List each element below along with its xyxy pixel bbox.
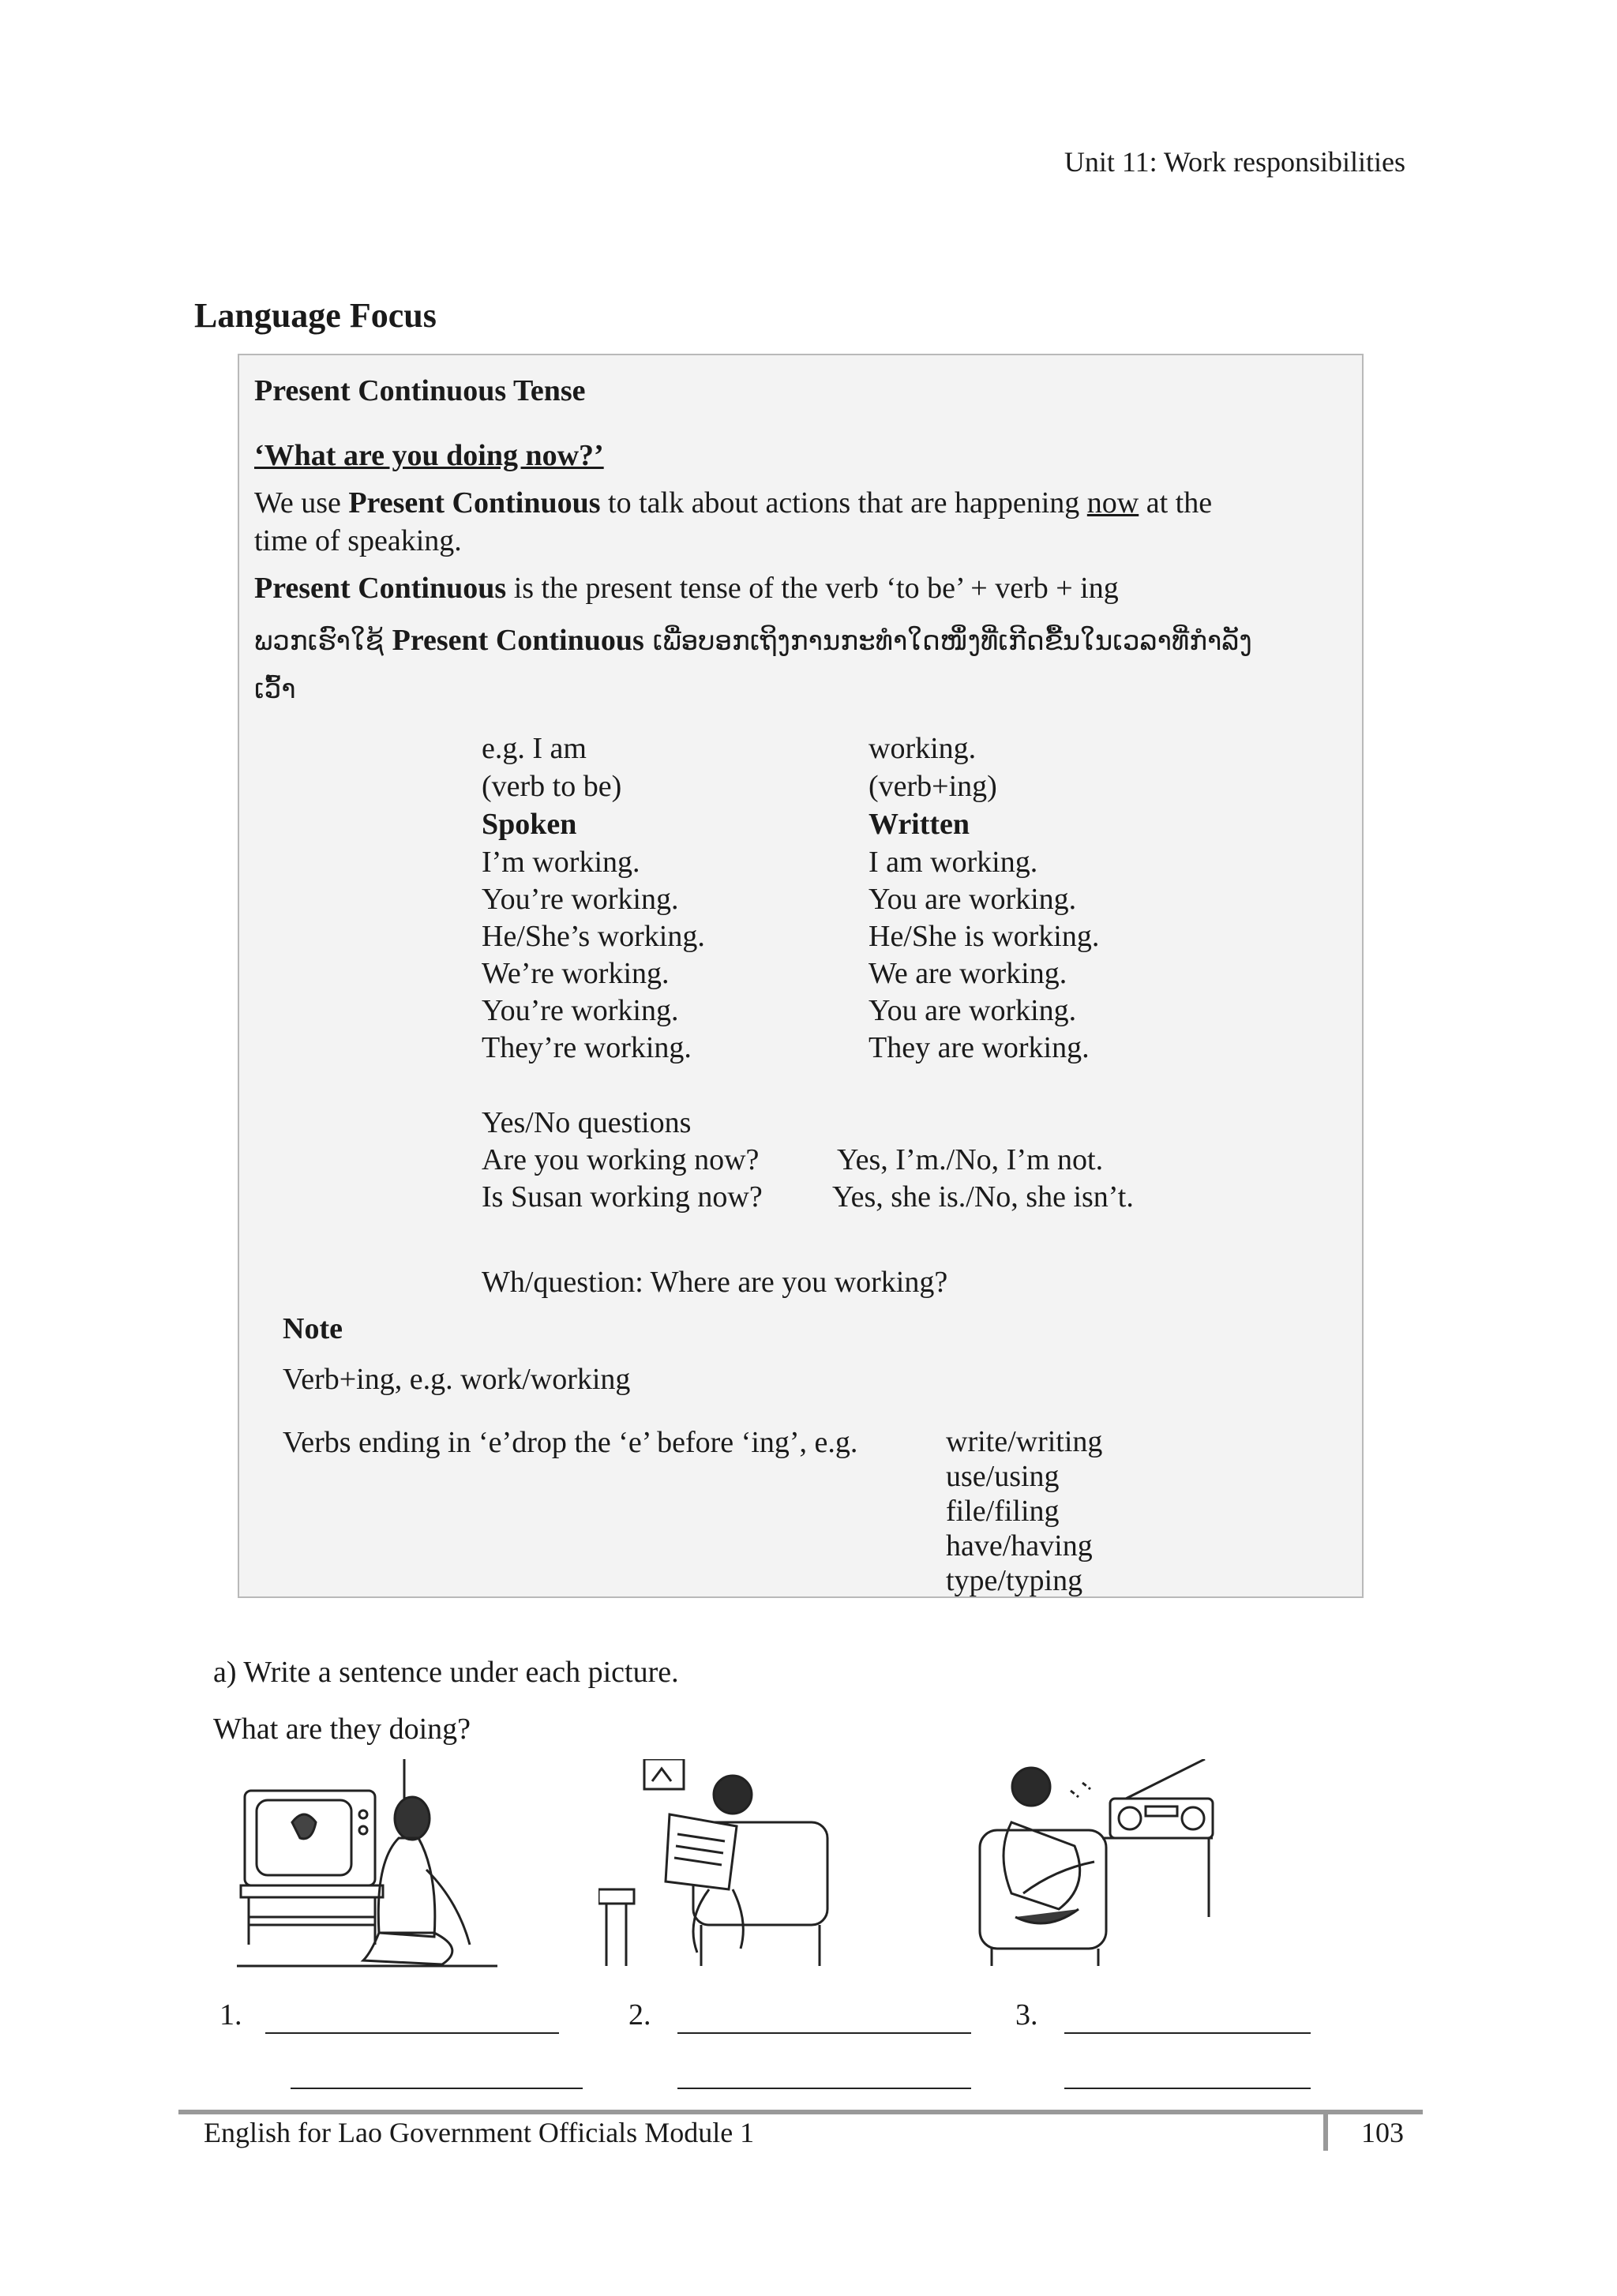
form-text: is the present tense of the verb ‘to be’ + verb + ing bbox=[506, 572, 1119, 605]
footer-title: English for Lao Government Officials Module 1 bbox=[204, 2117, 755, 2148]
lao-text-1: ພວກເຮົາໃຊ້ bbox=[254, 625, 392, 657]
example-left-note: (verb to be) bbox=[482, 770, 622, 803]
answer-number-1: 1. bbox=[219, 1998, 242, 2032]
wh-question: Wh/question: Where are you working? bbox=[482, 1266, 948, 1299]
page-number: 103 bbox=[1361, 2117, 1404, 2148]
written-heading: Written bbox=[869, 808, 970, 841]
form-term: Present Continuous bbox=[254, 572, 507, 605]
answer-number-3: 3. bbox=[1015, 1998, 1038, 2032]
yes-no-answer-2: Yes, she is./No, she isn’t. bbox=[832, 1180, 1134, 1214]
note-heading: Note bbox=[283, 1312, 343, 1345]
usage-text-3: at the bbox=[1139, 486, 1213, 520]
answer-line-2a[interactable] bbox=[677, 2032, 971, 2034]
note-example: type/typing bbox=[946, 1564, 1083, 1597]
example-right: working. bbox=[869, 732, 977, 765]
note-example: file/filing bbox=[946, 1495, 1060, 1528]
exercise-question: What are they doing? bbox=[213, 1713, 471, 1746]
yes-no-question-2: Is Susan working now? bbox=[482, 1180, 763, 1214]
yes-no-question-1: Are you working now? bbox=[482, 1143, 760, 1176]
written-item: You are working. bbox=[869, 994, 1077, 1027]
box-title: Present Continuous Tense bbox=[254, 374, 586, 407]
usage-term: Present Continuous bbox=[348, 486, 601, 520]
spoken-item: We’re working. bbox=[482, 957, 670, 990]
spoken-item: I’m working. bbox=[482, 846, 640, 879]
usage-paragraph bbox=[254, 485, 1212, 521]
footer-divider bbox=[1323, 2110, 1328, 2151]
written-item: He/She is working. bbox=[869, 920, 1100, 953]
usage-line2: time of speaking. bbox=[254, 524, 462, 557]
box-question: ‘What are you doing now?’ bbox=[254, 439, 604, 472]
answer-line-3b[interactable] bbox=[1064, 2088, 1311, 2089]
example-right-note: (verb+ing) bbox=[869, 770, 997, 803]
yes-no-heading: Yes/No questions bbox=[482, 1106, 692, 1139]
example-left: e.g. I am bbox=[482, 732, 587, 765]
written-item: I am working. bbox=[869, 846, 1038, 879]
note-line-1: Verb+ing, e.g. work/working bbox=[283, 1363, 631, 1396]
spoken-item: They’re working. bbox=[482, 1031, 692, 1064]
spoken-item: He/She’s working. bbox=[482, 920, 705, 953]
answer-number-2: 2. bbox=[628, 1998, 651, 2032]
written-item: They are working. bbox=[869, 1031, 1090, 1064]
footer-rule bbox=[178, 2110, 1423, 2114]
running-header: Unit 11: Work responsibilities bbox=[1064, 146, 1405, 178]
lao-paragraph bbox=[254, 622, 1252, 659]
answer-line-3a[interactable] bbox=[1064, 2032, 1311, 2034]
note-example: write/writing bbox=[946, 1425, 1103, 1458]
tv-watching-illustration bbox=[237, 1759, 505, 1972]
note-example: use/using bbox=[946, 1460, 1060, 1493]
usage-now: now bbox=[1086, 486, 1139, 520]
lao-line2: ເວົ້າ bbox=[254, 673, 296, 705]
answer-line-1a[interactable] bbox=[265, 2032, 559, 2034]
section-title: Language Focus bbox=[194, 296, 437, 335]
answer-line-1b[interactable] bbox=[291, 2088, 583, 2089]
usage-text-2: to talk about actions that are happening bbox=[600, 486, 1087, 520]
note-example: have/having bbox=[946, 1529, 1093, 1563]
yes-no-answer-1: Yes, I’m./No, I’m not. bbox=[837, 1143, 1104, 1176]
lao-term: Present Continuous bbox=[392, 624, 644, 657]
newspaper-reading-illustration bbox=[598, 1759, 851, 1972]
exercise-instruction: a) Write a sentence under each picture. bbox=[213, 1656, 679, 1689]
written-item: We are working. bbox=[869, 957, 1067, 990]
written-item: You are working. bbox=[869, 883, 1077, 916]
radio-listening-illustration bbox=[968, 1759, 1221, 1972]
spoken-item: You’re working. bbox=[482, 994, 679, 1027]
lao-text-2: ເພື່ອບອກເຖິງການກະທຳໃດໜຶ່ງທີ່ເກີດຂື້ນໃນເວລາທີ່ກຳລັງ bbox=[643, 625, 1252, 657]
form-paragraph bbox=[254, 570, 1119, 606]
spoken-item: You’re working. bbox=[482, 883, 679, 916]
usage-text-1: We use bbox=[254, 486, 349, 520]
note-line-2: Verbs ending in ‘e’drop the ‘e’ before ‘ing’, e.g. bbox=[283, 1426, 858, 1459]
answer-line-2b[interactable] bbox=[677, 2088, 971, 2089]
spoken-heading: Spoken bbox=[482, 808, 577, 841]
